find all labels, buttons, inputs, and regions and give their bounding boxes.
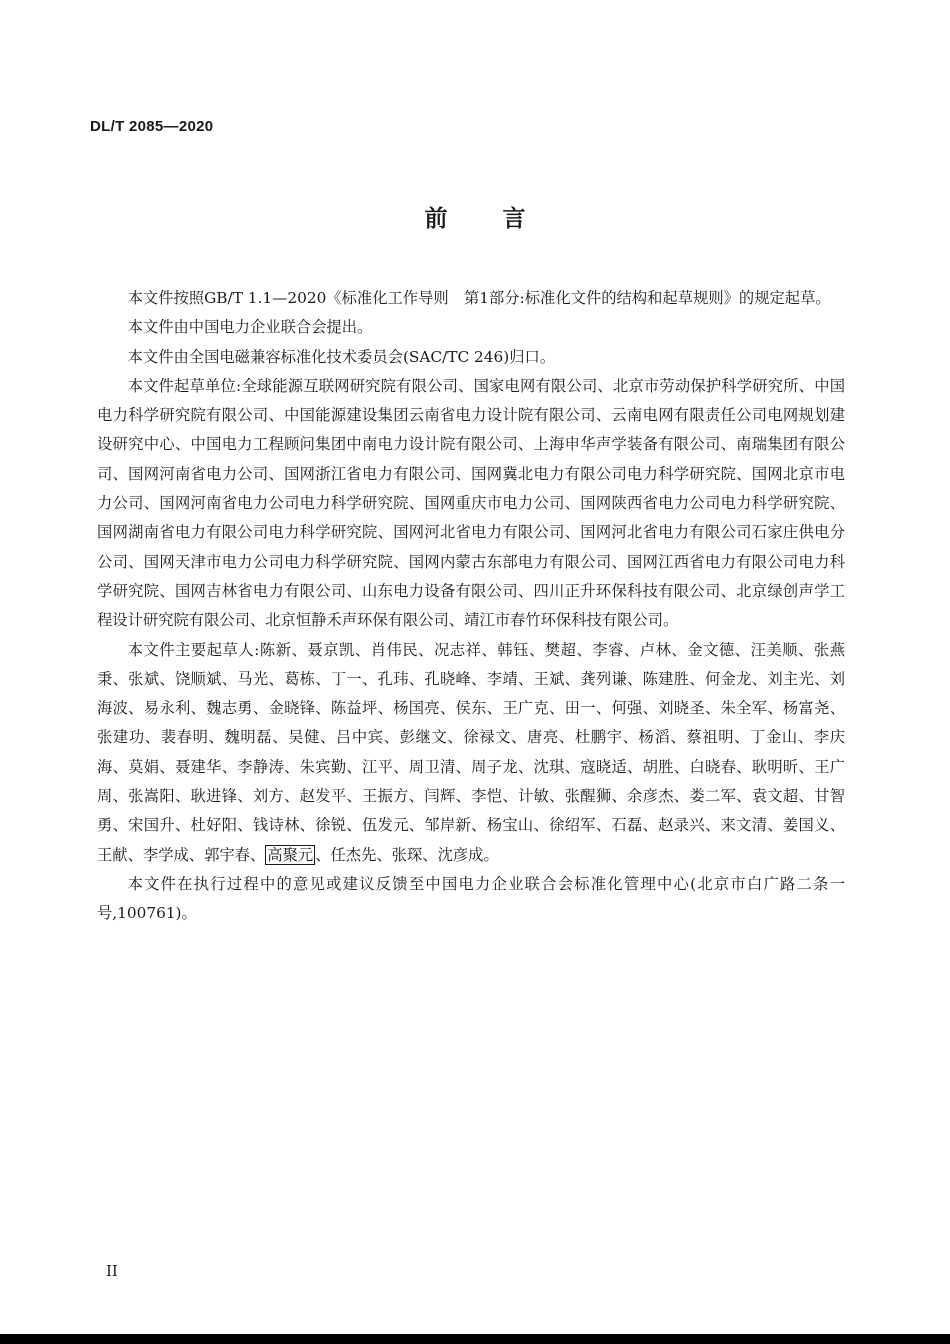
paragraph-drafting-units: 本文件起草单位:全球能源互联网研究院有限公司、国家电网有限公司、北京市劳动保护科学研究所、中国电力科学研究院有限公司、中国能源建设集团云南省电力设计院有限公司、云南电网有限责任公司电网规划建设研究中心、中国电力工程顾问集团中南电力设计院有限公司、上海申华声学装备有限公司、南瑞集团有限公司、国网河南省电力公司、国网浙江省电力有限公司、国网冀北电力有限公司电力科学研究院、国网北京市电力公司、国网河南省电力公司电力科学研究院、国网重庆市电力公司、国网陕西省电力公司电力科学研究院、国网湖南省电力有限公司电力科学研究院、国网河北省电力有限公司、国网河北省电力有限公司石家庄供电分公司、国网天津市电力公司电力科学研究院、国网内蒙古东部电力有限公司、国网江西省电力有限公司电力科学研究院、国网吉林省电力有限公司、山东电力设备有限公司、四川正升环保科技有限公司、北京绿创声学工程设计研究院有限公司、北京恒静禾声环保有限公司、靖江市春竹环保科技有限公司。	[97, 376, 845, 630]
page-title	[0, 200, 950, 233]
paragraph-drafting-rules: 本文件按照GB/T 1.1—2020《标准化工作导则 第1部分:标准化文件的结构和起草规则》的规定起草。	[127, 289, 831, 307]
page-number: II	[106, 1262, 118, 1280]
boxed-name: 高聚元	[267, 845, 314, 864]
title-char-2: 言	[502, 206, 526, 232]
bottom-border	[0, 1334, 950, 1344]
drafters-list-start: 本文件主要起草人:陈新、聂京凯、肖伟民、况志祥、韩钰、樊超、李睿、卢林、金文德、汪美顺、张燕秉、张斌、饶顺斌、马光、葛栋、丁一、孔玮、孔晓峰、李靖、王斌、龚列谦、陈建胜、何金龙、刘主光、刘海波、易永利、魏志勇、金晓锋、陈益坪、杨国亮、侯东、王广克、田一、何强、刘晓圣、朱全军、杨富尧、张建功、裴春明、魏明磊、吴健、吕中宾、彭继文、徐禄文、唐亮、杜鹏宇、杨滔、蔡祖明、丁金山、李庆海、莫娟、聂建华、李静涛、朱宾勤、江平、周卫清、周子龙、沈琪、寇晓适、胡胜、白晓春、耿明昕、王广周、张嵩阳、耿进锋、刘方、赵发平、王振方、闫辉、李恺、计敏、张醒狮、余彦杰、娄二军、袁文超、甘智勇、宋国升、杜好阳、钱诗林、徐锐、伍发元、邹岸新、杨宝山、徐绍军、石磊、赵录兴、来文清、姜国义、王献、李学成、郭宇春、	[97, 640, 845, 864]
paragraph-proposer: 本文件由中国电力企业联合会提出。	[127, 318, 373, 337]
title-char-1: 前	[424, 206, 448, 232]
paragraph-drafters	[97, 636, 845, 870]
drafters-list-end: 、任杰先、张琛、沈彦成。	[315, 845, 499, 864]
foreword-body	[97, 284, 845, 929]
document-code: DL/T 2085—2020	[90, 118, 214, 135]
paragraph-committee: 本文件由全国电磁兼容标准化技术委员会(SAC/TC 246)归口。	[127, 347, 556, 366]
paragraph-feedback: 本文件在执行过程中的意见或建议反馈至中国电力企业联合会标准化管理中心(北京市白广路二条一号,100761)。	[97, 874, 845, 923]
